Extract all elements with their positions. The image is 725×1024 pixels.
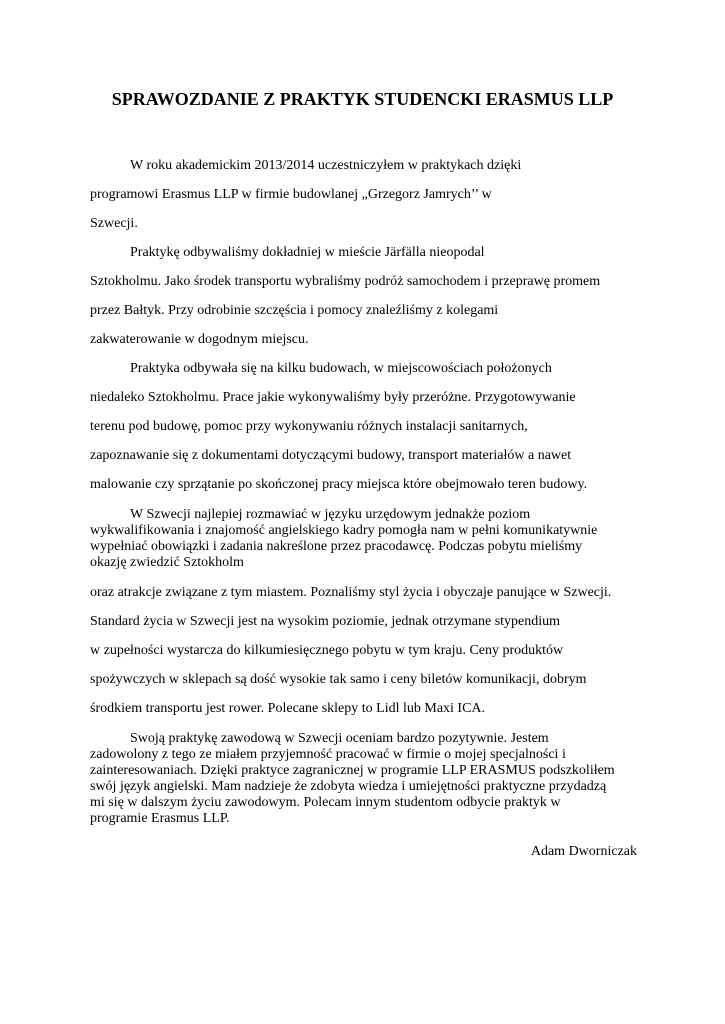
paragraph-line: przez Bałtyk. Przy odrobinie szczęścia i pomocy znaleźliśmy z kolegami — [90, 303, 499, 318]
paragraph-line: niedaleko Sztokholmu. Prace jakie wykonywaliśmy były przeróżne. Przygotowywanie — [90, 390, 576, 405]
paragraph-line: Praktyka odbywała się na kilku budowach, w miejscowościach położonych — [130, 361, 552, 376]
paragraph-line: w zupełności wystarcza do kilkumiesięcznego pobytu w tym kraju. Ceny produktów — [90, 643, 564, 658]
paragraph-line: Standard życia w Szwecji jest na wysokim poziomie, jednak otrzymane stypendium — [90, 614, 561, 629]
paragraph-line: terenu pod budowę, pomoc przy wykonywaniu różnych instalacji sanitarnych, — [90, 419, 528, 434]
paragraph-line: Praktykę odbywaliśmy dokładniej w mieście Järfälla nieopodal — [130, 245, 485, 260]
paragraph-line: malowanie czy sprzątanie po skończonej pracy miejsca które obejmowało teren budowy. — [90, 477, 588, 492]
paragraph-line: W roku akademickim 2013/2014 uczestniczyłem w praktykach dzięki — [130, 158, 522, 173]
paragraph-line: programie Erasmus LLP. — [90, 811, 230, 826]
paragraph-line: spożywczych w sklepach są dość wysokie tak samo i ceny biletów komunikacji, dobrym — [90, 672, 587, 687]
paragraph-line: okazję zwiedzić Sztokholm — [90, 555, 244, 570]
paragraph-line: Swoją praktykę zawodową w Szwecji oceniam bardzo pozytywnie. Jestem — [130, 731, 549, 746]
paragraph-line: zakwaterowanie w dogodnym miejscu. — [90, 332, 309, 347]
paragraph-line: zapoznawanie się z dokumentami dotyczącymi budowy, transport materiałów a nawet — [90, 448, 572, 463]
paragraph-line: wykwalifikowania i znajomość angielskiego kadry pomogła nam w pełni komunikatywnie — [90, 523, 598, 538]
paragraph-line: programowi Erasmus LLP w firmie budowlanej „Grzegorz Jamrych’’ w — [90, 187, 492, 202]
author-signature: Adam Dworniczak — [530, 844, 637, 859]
paragraph-line: Sztokholmu. Jako środek transportu wybraliśmy podróż samochodem i przeprawę promem — [90, 274, 601, 289]
paragraph-line: Szwecji. — [90, 216, 138, 231]
paragraph-line: środkiem transportu jest rower. Polecane sklepy to Lidl lub Maxi ICA. — [90, 701, 486, 716]
paragraph-line: zainteresowaniach. Dzięki praktyce zagranicznej w programie LLP ERASMUS podszkoliłem — [90, 763, 615, 778]
paragraph-line: W Szwecji najlepiej rozmawiać w języku urzędowym jednakże poziom — [130, 507, 531, 522]
paragraph-line: mi się w dalszym życiu zawodowym. Polecam innym studentom odbycie praktyk w — [90, 795, 561, 810]
paragraph-line: swój język angielski. Mam nadzieje że zdobyta wiedza i umiejętności praktyczne przydadzą — [90, 779, 607, 794]
document-title: SPRAWOZDANIE Z PRAKTYK STUDENCKI ERASMUS LLP — [111, 89, 614, 109]
paragraph-line: oraz atrakcje związane z tym miastem. Poznaliśmy styl życia i obyczaje panujące w Szwecji. — [90, 585, 612, 600]
paragraph-line: wypełniać obowiązki i zadania nakreślone przez pracodawcę. Podczas pobytu mieliśmy — [90, 539, 583, 554]
paragraph-line: zadowolony z tego ze miałem przyjemność pracować w firmie o mojej specjalności i — [90, 747, 566, 762]
